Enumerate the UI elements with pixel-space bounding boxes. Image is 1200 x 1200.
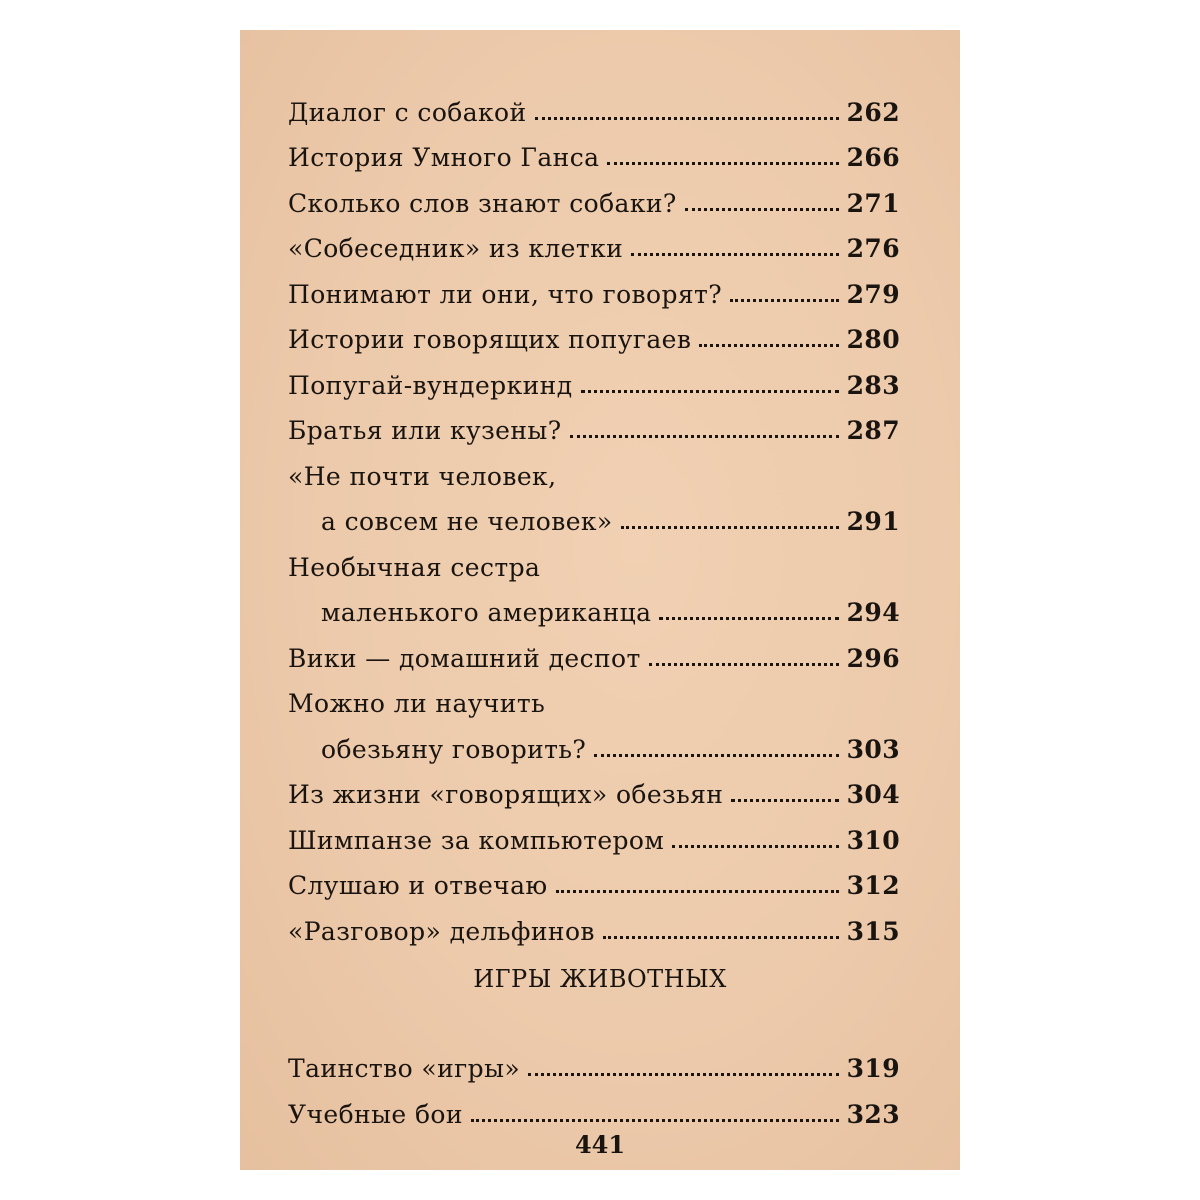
dot-leader (649, 663, 839, 666)
toc-entry-continued (288, 585, 900, 625)
toc-entry (288, 449, 900, 489)
toc-entry-title: Слушаю и отвечаю (288, 871, 548, 900)
toc-entry (288, 904, 900, 944)
toc-entry-title: Из жизни «говорящих» обезьян (288, 780, 724, 809)
dot-leader (685, 208, 839, 211)
toc-entry-page: 276 (846, 234, 900, 263)
dot-leader (731, 799, 838, 802)
toc-entry-title: Попугай-вундеркинд (288, 371, 573, 400)
toc-entry (288, 221, 900, 261)
toc-entry-title: а совсем не человек» (321, 507, 613, 536)
section-heading: ИГРЫ ЖИВОТНЫХ (473, 965, 727, 993)
toc-entry-page: 266 (846, 143, 900, 172)
toc-entry (288, 403, 900, 443)
toc-entry (288, 767, 900, 807)
toc-entry (288, 1041, 900, 1081)
toc-entry (288, 813, 900, 853)
dot-leader (556, 890, 839, 893)
toc-entry-title: Братья или кузены? (288, 416, 562, 445)
toc-entry (288, 631, 900, 671)
toc-entry (288, 676, 900, 716)
toc-entry-page: 303 (846, 735, 900, 764)
toc-entry-page: 279 (846, 280, 900, 309)
toc-entry-page: 287 (846, 416, 900, 445)
toc-entry-title: Вики — домашний деспот (288, 644, 641, 673)
book-page (240, 30, 960, 1170)
toc-entry-page: 262 (846, 98, 900, 127)
dot-leader (659, 617, 838, 620)
toc-entry-page: 280 (846, 325, 900, 354)
toc-entry-page: 319 (846, 1054, 900, 1083)
toc-entry-page: 271 (846, 189, 900, 218)
toc-entry-continued (288, 494, 900, 534)
toc-entry (288, 858, 900, 898)
toc-entry-title: маленького американца (321, 598, 652, 627)
toc-entry-title: «Собеседник» из клетки (288, 234, 624, 263)
toc-entry-title: Сколько слов знают собаки? (288, 189, 677, 218)
dot-leader (471, 1119, 839, 1122)
toc-entry-page: 323 (846, 1100, 900, 1129)
toc-entry-title: Можно ли научить (288, 689, 546, 718)
toc-entry-page: 291 (846, 507, 900, 536)
dot-leader (730, 299, 839, 302)
dot-leader (528, 1073, 839, 1076)
toc-entry-title: Понимают ли они, что говорят? (288, 280, 723, 309)
toc-entry-title: Таинство «игры» (288, 1054, 521, 1083)
toc-entry-title: Диалог с собакой (288, 98, 527, 127)
toc-entry (288, 358, 900, 398)
toc-entry (288, 312, 900, 352)
dot-leader (672, 845, 838, 848)
toc-entry-title: «Разговор» дельфинов (288, 917, 595, 946)
dot-leader (603, 936, 839, 939)
toc-entry-title: Шимпанзе за компьютером (288, 826, 665, 855)
toc-entry (288, 540, 900, 580)
dot-leader (535, 117, 839, 120)
toc-entry-page: 283 (846, 371, 900, 400)
toc-entry-page: 312 (846, 871, 900, 900)
dot-leader (699, 344, 838, 347)
toc-entry-page: 304 (846, 780, 900, 809)
toc-entry-title: Истории говорящих попугаев (288, 325, 692, 354)
toc-entry (288, 1087, 900, 1127)
dot-leader (570, 435, 839, 438)
toc-entry-title: «Не почти человек, (288, 462, 557, 491)
dot-leader (607, 162, 838, 165)
toc-entry-page: 310 (846, 826, 900, 855)
toc-entry-page: 296 (846, 644, 900, 673)
dot-leader (631, 253, 838, 256)
dot-leader (621, 526, 839, 529)
toc-entry-page: 294 (846, 598, 900, 627)
dot-leader (581, 390, 839, 393)
toc-entry (288, 267, 900, 307)
toc-entry-title: Необычная сестра (288, 553, 541, 582)
toc-entry-title: обезьяну говорить? (321, 735, 587, 764)
toc-entry-continued (288, 722, 900, 762)
page-number: 441 (574, 1130, 626, 1159)
toc-entry (288, 85, 900, 125)
toc-entry (288, 176, 900, 216)
dot-leader (594, 754, 838, 757)
toc-entry-title: История Умного Ганса (288, 143, 600, 172)
toc-entry-title: Учебные бои (288, 1100, 463, 1129)
toc-entry (288, 130, 900, 170)
toc-entry-page: 315 (846, 917, 900, 946)
